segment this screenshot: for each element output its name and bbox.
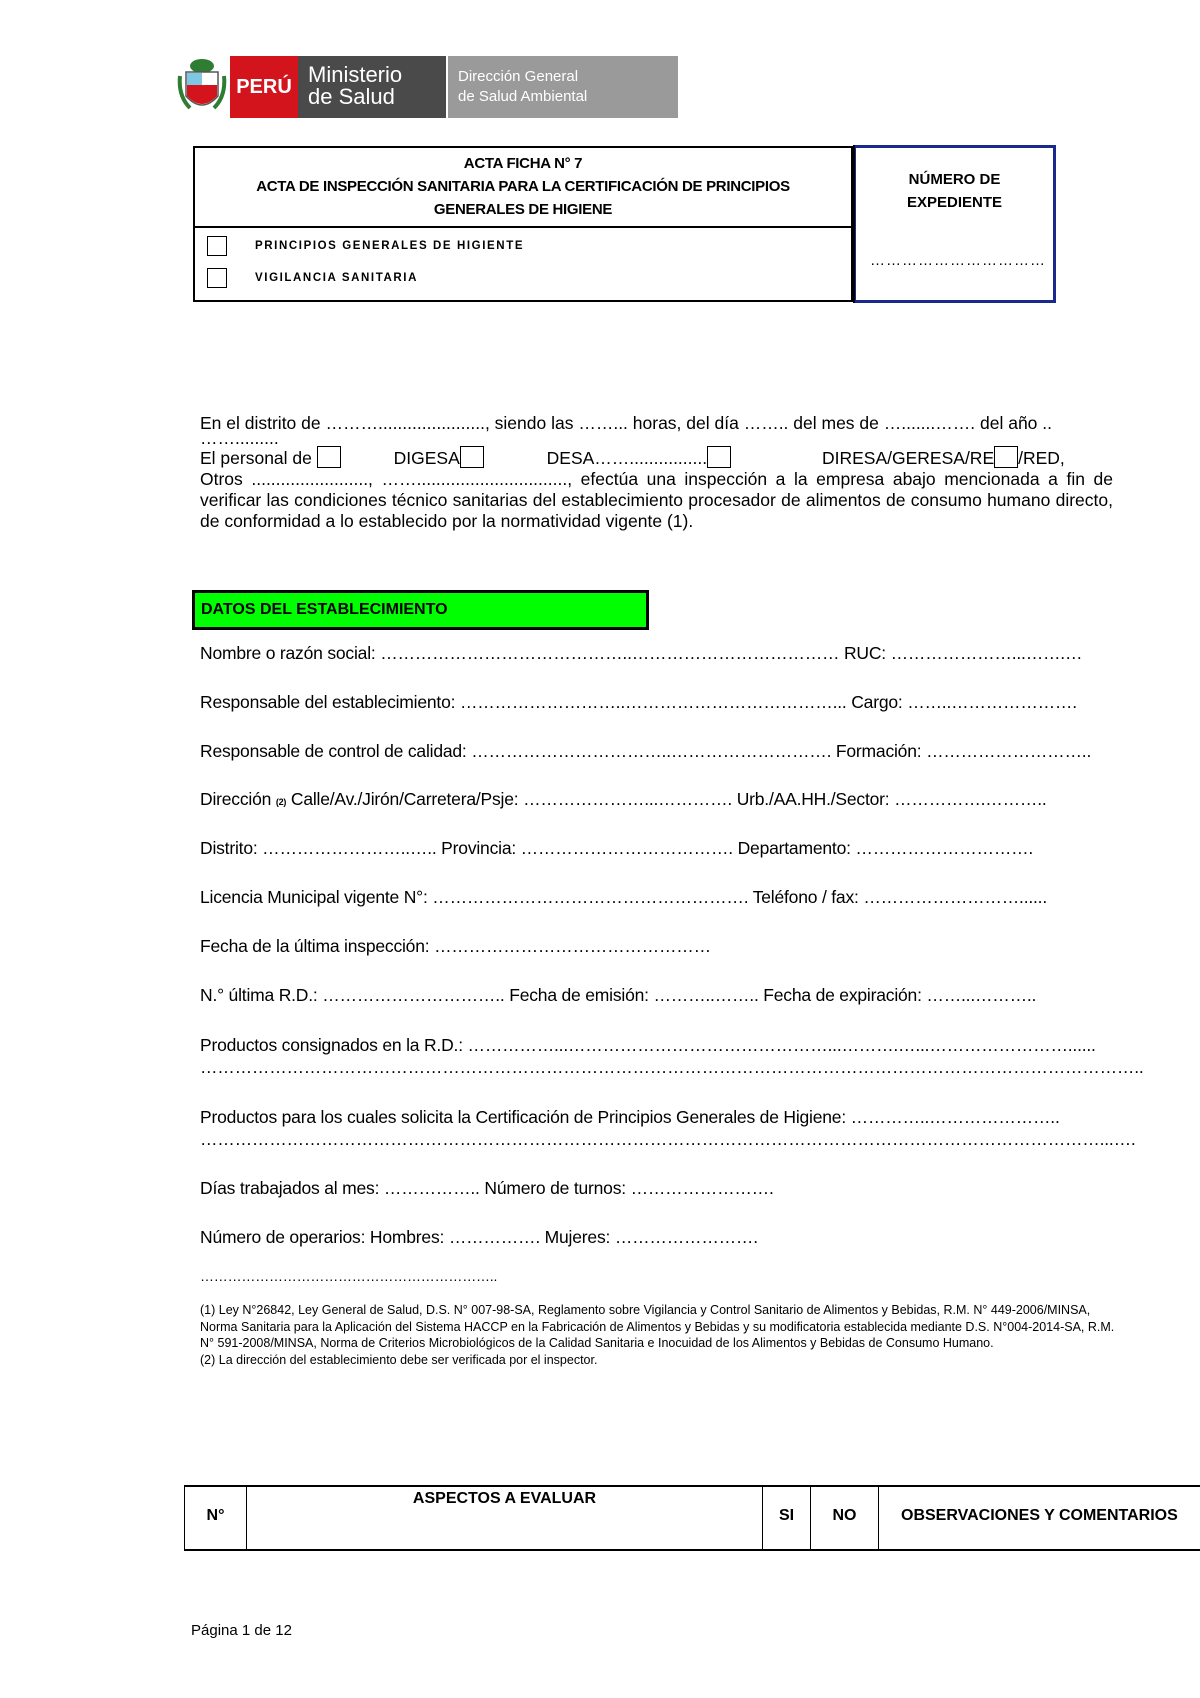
col-no: NO xyxy=(810,1487,878,1549)
principios-label: PRINCIPIOS GENERALES DE HIGIENTE xyxy=(255,240,525,252)
form-title-line1: ACTA FICHA N° 7 xyxy=(463,155,583,172)
intro-paragraph xyxy=(200,413,1113,532)
form-title-line2: ACTA DE INSPECCIÓN SANITARIA PARA LA CERTIFICACIÓN DE PRINCIPIOS xyxy=(256,178,790,195)
direccion-field[interactable]: Dirección (2) Calle/Av./Jirón/Carretera/Psje: …………………...…………. Urb./AA.HH./Sector: …………….……….. xyxy=(200,789,1047,809)
productos-cert-cont[interactable]: …………………………………………………………………………………………………………………………………………...…. xyxy=(200,1129,1136,1149)
expediente-box xyxy=(853,145,1056,303)
licencia-field[interactable]: Licencia Municipal vigente N°: ………………………………………………. Teléfono / fax: ………………………...... xyxy=(200,887,1048,907)
personal-checkbox[interactable] xyxy=(317,446,341,468)
vigilancia-checkbox[interactable] xyxy=(207,268,227,288)
productos-cert-field[interactable]: Productos para los cuales solicita la Certificación de Principios Generales de Higiene: …………..………………….. xyxy=(200,1107,1060,1127)
direccion-logo-block: Dirección General de Salud Ambiental xyxy=(448,56,678,118)
diresa-checkbox[interactable] xyxy=(994,446,1018,468)
form-title-box xyxy=(193,146,853,228)
checkbox-row-principios xyxy=(207,236,524,256)
intro-personal-line: El personal de DIGESA DESA……................ DIRESA/GERESA/RE /RED, xyxy=(200,448,1065,468)
peru-coat-of-arms-icon xyxy=(176,56,228,118)
col-observaciones: OBSERVACIONES Y COMENTARIOS xyxy=(878,1487,1200,1549)
principios-checkbox[interactable] xyxy=(207,236,227,256)
evaluation-table-header xyxy=(184,1485,1200,1551)
final-dots-field[interactable]: ……………………………………………………….. xyxy=(200,1268,498,1284)
intro-line1: En el distrito de ………......................, siendo las ……... horas, del día …….. del mes de ….......……. del año .. xyxy=(200,413,1052,433)
fecha-ultima-field[interactable]: Fecha de la última inspección: ………………………………………… xyxy=(200,936,711,956)
desa-checkbox[interactable] xyxy=(707,446,731,468)
ministerio-logo-block: Ministerio de Salud xyxy=(298,56,446,118)
col-aspectos: ASPECTOS A EVALUAR xyxy=(246,1487,762,1549)
distrito-field[interactable]: Distrito: ……………………..….. Provincia: ………………………………. Departamento: …………………………. xyxy=(200,838,1034,858)
col-number: N° xyxy=(184,1487,246,1549)
responsable-field[interactable]: Responsable del establecimiento: ………………………..………………………………... Cargo: ……..…………………. xyxy=(200,692,1077,712)
expediente-number-field[interactable]: …………………………… xyxy=(870,252,1046,269)
divider xyxy=(853,145,855,303)
footnote-1: (1) Ley N°26842, Ley General de Salud, D.S. N° 007-98-SA, Reglamento sobre Vigilancia y Control Sanitario de Alimentos y Bebidas, R.M. N° 449-2006/MINSA, Norma Sanitaria para la Aplicación del Sistema HACCP en la Fabricación de Alimentos y Bebidas y su modificatoria establecida mediante D.S. N°004-2014-SA, R.M. N° 591-2008/MINSA, Norma de Criterios Microbiológicos de la Calidad Sanitaria e Inocuidad de los Alimentos y Bebidas de Consumo Humano. xyxy=(200,1303,1115,1350)
peru-logo-block: PERÚ xyxy=(230,56,298,118)
form-title-line3: GENERALES DE HIGIENE xyxy=(433,201,613,218)
type-checkbox-area xyxy=(193,228,853,302)
section-header: DATOS DEL ESTABLECIMIENTO xyxy=(192,590,649,630)
intro-rest: Otros ........................, ……..............................., efectúa una inspección a la empresa abajo mencionada a fin de verificar las condiciones técnico sanitarias del establecimiento procesador de alimentos de consumo humano directo, de conformidad a lo establecido por la normatividad vigente (1). xyxy=(200,469,1113,531)
operarios-field[interactable]: Número de operarios: Hombres: ……………. Mujeres: ……………………. xyxy=(200,1227,758,1247)
footnotes xyxy=(200,1302,1120,1368)
control-calidad-field[interactable]: Responsable de control de calidad: ……………………………..………………………. Formación: ……………………….. xyxy=(200,741,1092,761)
checkbox-row-vigilancia xyxy=(207,268,418,288)
productos-rd-field[interactable]: Productos consignados en la R.D.: ……………...………………………………………...……….…...……………………...... xyxy=(200,1035,1096,1055)
footnote-2: (2) La dirección del establecimiento debe ser verificada por el inspector. xyxy=(200,1352,598,1367)
expediente-label: NÚMERO DE EXPEDIENTE xyxy=(906,171,1003,211)
digesa-checkbox[interactable] xyxy=(460,446,484,468)
rd-field[interactable]: N.° última R.D.: ………………………….. Fecha de emisión: ………..…….. Fecha de expiración: ……...……….. xyxy=(200,985,1037,1005)
intro-line2: ……......... xyxy=(200,428,279,448)
dias-field[interactable]: Días trabajados al mes: …………….. Número de turnos: ……………………. xyxy=(200,1178,774,1198)
page-number: Página 1 de 12 xyxy=(191,1622,292,1639)
vigilancia-label: VIGILANCIA SANITARIA xyxy=(255,272,418,284)
productos-rd-cont[interactable]: ……………………………………………………………………………………………………………………………………………….. xyxy=(200,1057,1144,1077)
nombre-field[interactable]: Nombre o razón social: ……………………………………..……………………………… RUC: …………………...…….… xyxy=(200,643,1083,663)
col-si: SI xyxy=(762,1487,810,1549)
